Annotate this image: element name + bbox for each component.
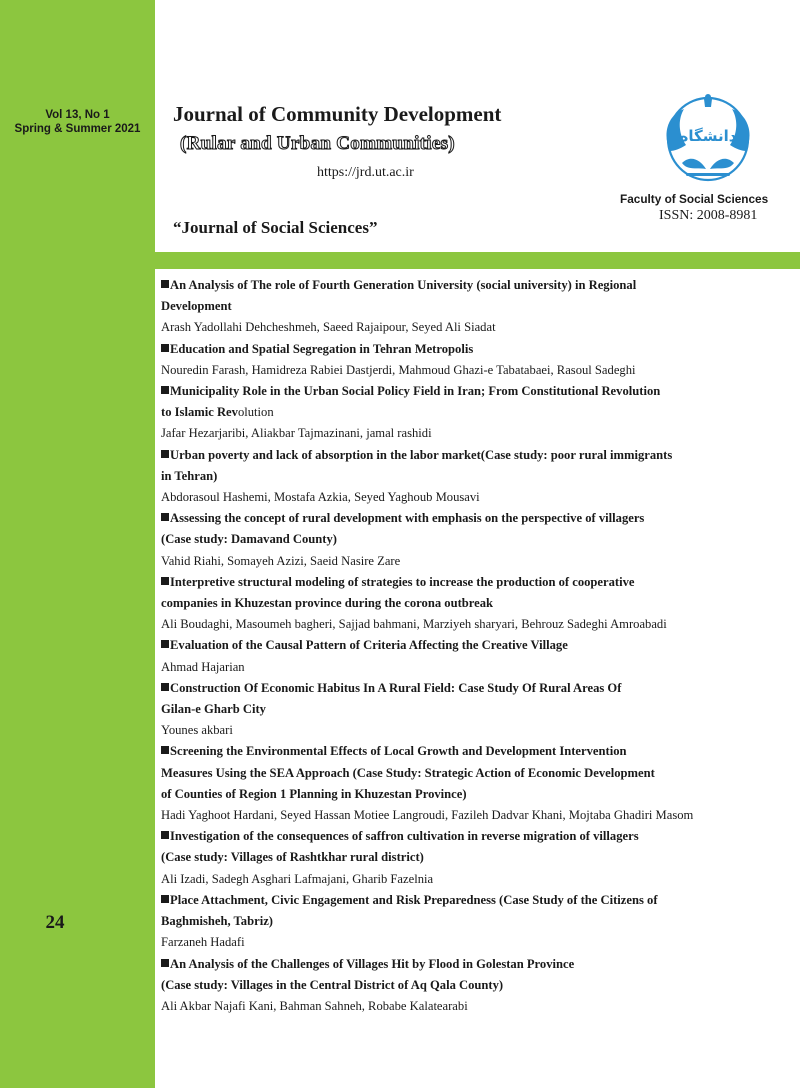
article-item [161, 954, 796, 1018]
bullet-square-icon [161, 895, 169, 903]
article-title[interactable]: Interpretive structural modeling of strategies to increase the production of cooperative companies in Khuzestan province during the corona outbreak [161, 574, 635, 611]
article-item [161, 635, 796, 677]
article-authors: Ali Izadi, Sadegh Asghari Lafmajani, Gharib Fazelnia [161, 871, 434, 886]
article-title[interactable]: Evaluation of the Causal Pattern of Criteria Affecting the Creative Village [161, 635, 796, 656]
journal-of-social-sciences: “Journal of Social Sciences” [173, 218, 378, 237]
article-authors: Younes akbari [161, 723, 233, 738]
article-item [161, 508, 796, 572]
article-item [161, 826, 796, 890]
logo-text: دانشگاه [679, 127, 737, 145]
page-number: 24 [45, 912, 65, 933]
article-authors: Ahmad Hajarian [161, 659, 245, 674]
article-title[interactable]: Assessing the concept of rural development with emphasis on the perspective of villagers (Case study: Damavand County) [161, 511, 645, 547]
bullet-square-icon [161, 746, 169, 754]
article-title[interactable]: Municipality Role in the Urban Social Policy Field in Iran; From Constitutional Revolution to Islamic Revolution [161, 384, 661, 420]
article-authors: Jafar Hezarjaribi, Aliakbar Tajmazinani, jamal rashidi [161, 426, 432, 441]
university-logo-icon [656, 93, 760, 185]
article-title[interactable]: Urban poverty and lack of absorption in the labor market(Case study: poor rural immigrants in Tehran) [161, 447, 673, 483]
faculty-name: Faculty of Social Sciences [620, 192, 769, 206]
issn: ISSN: 2008-8981 [659, 208, 758, 223]
volume-number: Vol 13, No 1 [45, 109, 110, 121]
article-authors: Abdorasoul Hashemi, Mostafa Azkia, Seyed Yaghoub Mousavi [161, 490, 480, 505]
article-authors: Nouredin Farash, Hamidreza Rabiei Dastjerdi, Mahmoud Ghazi-e Tabatabaei, Rasoul Sadeghi [161, 362, 636, 377]
article-item [161, 275, 796, 339]
article-authors: Ali Boudaghi, Masoumeh bagheri, Sajjad bahmani, Marziyeh sharyari, Behrouz Sadeghi Amroabadi [161, 617, 667, 632]
bullet-square-icon [161, 344, 169, 352]
journal-subtitle: (Rular and Urban Communities) [180, 133, 455, 154]
article-title[interactable]: Construction Of Economic Habitus In A Rural Field: Case Study Of Rural Areas Of Gilan-e Gharb City [161, 680, 622, 717]
article-item [161, 381, 796, 445]
article-title[interactable]: Education and Spatial Segregation in Tehran Metropolis [161, 339, 796, 360]
table-of-contents [161, 275, 796, 1017]
article-title[interactable]: An Analysis of the Challenges of Villages Hit by Flood in Golestan Province (Case study: Villages in the Central District of Aq Qala County) [161, 956, 575, 992]
volume-info [0, 108, 155, 136]
bullet-square-icon [161, 280, 169, 288]
journal-url[interactable]: https://jrd.ut.ac.ir [317, 165, 414, 180]
article-title[interactable]: Investigation of the consequences of saffron cultivation in reverse migration of villagers (Case study: Villages of Rashtkhar rural district) [161, 829, 639, 865]
article-authors: Hadi Yaghoot Hardani, Seyed Hassan Motiee Langroudi, Fazileh Dadvar Khani, Mojtaba Ghadiri Masom [161, 808, 694, 823]
issue-season: Spring & Summer 2021 [14, 123, 141, 135]
article-title[interactable]: Screening the Environmental Effects of Local Growth and Development Intervention Measures Using the SEA Approach (Case Study: Strategic Action of Economic Development of Counties of Region 1 Planning in Khuzestan Province) [161, 744, 655, 801]
green-divider-band [155, 252, 800, 269]
article-item [161, 445, 796, 509]
article-item [161, 890, 796, 954]
article-authors: Ali Akbar Najafi Kani, Bahman Sahneh, Robabe Kalatearabi [161, 998, 468, 1013]
bullet-square-icon [161, 959, 169, 967]
bullet-square-icon [161, 683, 169, 691]
bullet-square-icon [161, 513, 169, 521]
journal-title: Journal of Community Development [173, 102, 502, 126]
bullet-square-icon [161, 577, 169, 585]
bullet-square-icon [161, 450, 169, 458]
article-item [161, 339, 796, 381]
bullet-square-icon [161, 386, 169, 394]
article-authors: Arash Yadollahi Dehcheshmeh, Saeed Rajaipour, Seyed Ali Siadat [161, 320, 496, 335]
article-authors: Vahid Riahi, Somayeh Azizi, Saeid Nasire Zare [161, 553, 401, 568]
article-title[interactable]: Place Attachment, Civic Engagement and Risk Preparedness (Case Study of the Citizens of Baghmisheh, Tabriz) [161, 892, 658, 929]
article-item [161, 741, 796, 826]
article-item [161, 572, 796, 636]
article-authors: Farzaneh Hadafi [161, 935, 245, 950]
bullet-square-icon [161, 831, 169, 839]
article-title[interactable]: An Analysis of The role of Fourth Generation University (social university) in Regional Development [161, 278, 637, 314]
article-item [161, 678, 796, 742]
bullet-square-icon [161, 640, 169, 648]
